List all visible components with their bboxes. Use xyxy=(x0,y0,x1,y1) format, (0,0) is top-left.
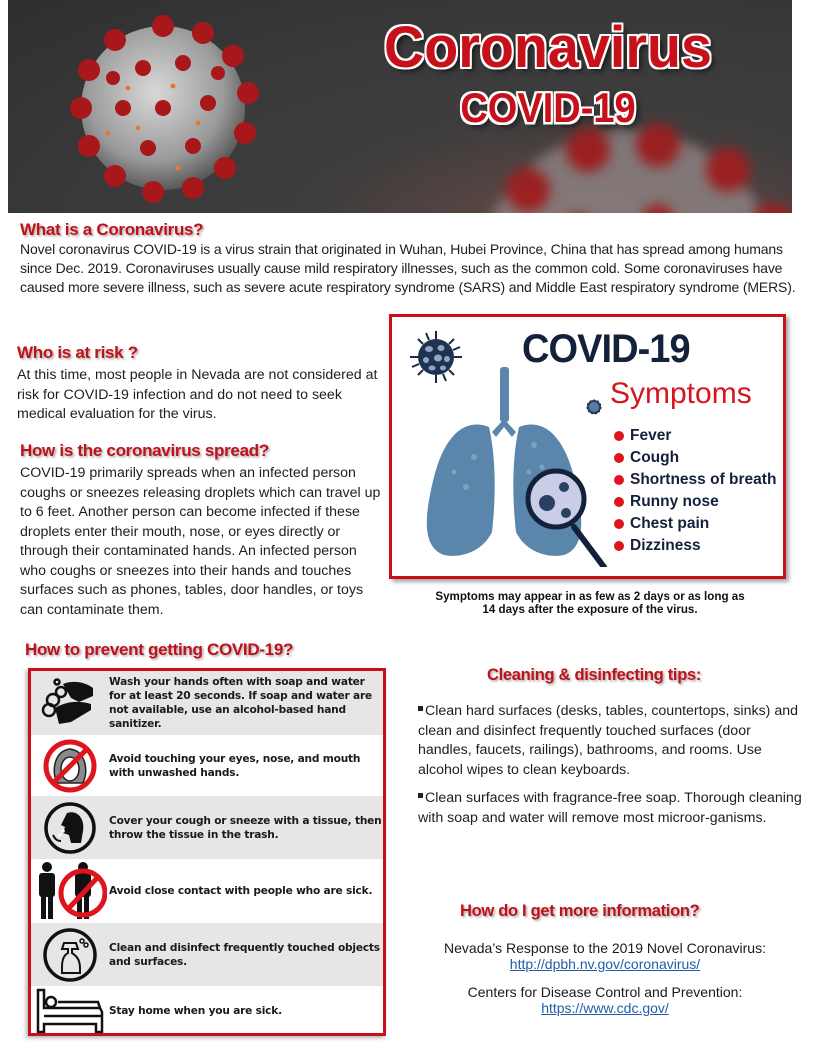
cleaning-heading: Cleaning & disinfecting tips: xyxy=(487,666,702,684)
symptom-item: Runny nose xyxy=(614,491,776,513)
bullet-dot-icon xyxy=(614,453,624,463)
symptoms-list xyxy=(614,425,776,557)
info-source-cdc: Centers for Disease Control and Prevention: https://www.cdc.gov/ xyxy=(467,984,743,1016)
what-is-paragraph: Novel coronavirus COVID-19 is a virus strain that originated in Wuhan, Hubei Province, China that has spread among humans since Dec. 2019. Coronaviruses usually cause mild respiratory illnesses, such as the common cold. Some coronaviruses have caused more severe illness, such as severe acute respiratory syndrome (SARS) and Middle East respiratory syndrome (MERS). xyxy=(20,241,796,295)
who-at-risk-heading: Who is at risk ? xyxy=(17,343,138,362)
no-face-touching-icon xyxy=(31,739,109,793)
bullet-dot-icon xyxy=(614,497,624,507)
cough-cover-icon xyxy=(31,801,109,855)
no-close-contact-icon xyxy=(31,860,109,922)
prevention-list xyxy=(28,668,386,1036)
cleaning-tip: Clean surfaces with fragrance-free soap. Thorough cleaning with soap and water will remove most microor-ganisms. xyxy=(418,790,802,826)
spread-paragraph: COVID-19 primarily spreads when an infected person coughs or sneezes releasing droplets which can travel up to 6 feet. Another person can become infected if these droplets enter their mouth, nose, or eyes directly or through their contaminated hands. An infected person who coughs or sneezes into their hands and touches surfaces such as phones, tables, door handles, or toys can contaminate them. xyxy=(20,465,381,618)
symptom-item: Dizziness xyxy=(614,535,776,557)
square-bullet-icon xyxy=(418,706,423,711)
bullet-dot-icon xyxy=(614,541,624,551)
prevention-item: Wash your hands often with soap and water for at least 20 seconds. If soap and water are not available, use an alcohol-based hand sanitizer. xyxy=(31,671,383,735)
coronavirus-illustration xyxy=(53,8,293,208)
who-at-risk-paragraph: At this time, most people in Nevada are not considered at risk for COVID-19 infection and do not need to seek medical evaluation for the virus. xyxy=(17,367,378,422)
symptoms-title: COVID-19 xyxy=(522,327,690,371)
prevention-item: Cover your cough or sneeze with a tissue, then throw the tissue in the trash. xyxy=(31,796,383,859)
bed-icon xyxy=(31,988,109,1034)
info-source-nevada: Nevada’s Response to the 2019 Novel Coronavirus: http://dpbh.nv.gov/coronavirus/ xyxy=(444,940,766,972)
spread-heading: How is the coronavirus spread? xyxy=(20,441,269,460)
square-bullet-icon xyxy=(418,793,423,798)
symptom-item: Fever xyxy=(614,425,776,447)
prevention-item: Clean and disinfect frequently touched objects and surfaces. xyxy=(31,923,383,986)
what-is-heading: What is a Coronavirus? xyxy=(20,220,204,239)
symptom-item: Shortness of breath xyxy=(614,469,776,491)
symptom-item: Cough xyxy=(614,447,776,469)
banner-title: Coronavirus xyxy=(384,15,712,80)
nevada-link[interactable]: http://dpbh.nv.gov/coronavirus/ xyxy=(509,956,701,972)
cleaning-tip: Clean hard surfaces (desks, tables, countertops, sinks) and clean and disinfect frequently touched surfaces (door handles, faucets, railings), bathrooms, and rooms. Use alcohol wipes to clean keyboards. xyxy=(418,703,799,778)
banner-subtitle: COVID-19 xyxy=(460,85,636,133)
bullet-dot-icon xyxy=(614,519,624,529)
prevention-item: Avoid close contact with people who are sick. xyxy=(31,859,383,923)
symptom-item: Chest pain xyxy=(614,513,776,535)
bullet-dot-icon xyxy=(614,475,624,485)
symptoms-card xyxy=(389,314,786,579)
cdc-link[interactable]: https://www.cdc.gov/ xyxy=(541,1000,669,1016)
cleaning-tips-list xyxy=(418,702,803,837)
prevention-heading: How to prevent getting COVID-19? xyxy=(25,640,294,659)
header-banner xyxy=(8,0,792,213)
more-info-heading: How do I get more information? xyxy=(460,902,700,920)
prevention-item: Stay home when you are sick. xyxy=(31,986,383,1036)
spray-bottle-icon xyxy=(31,927,109,983)
prevention-item: Avoid touching your eyes, nose, and mouth with unwashed hands. xyxy=(31,735,383,796)
symptoms-note: Symptoms may appear in as few as 2 days or as long as 14 days after the exposure of the virus. xyxy=(435,590,745,616)
virus-icon xyxy=(410,331,462,383)
bullet-dot-icon xyxy=(614,431,624,441)
hand-washing-icon xyxy=(31,678,109,728)
symptoms-subtitle: Symptoms xyxy=(610,377,752,410)
